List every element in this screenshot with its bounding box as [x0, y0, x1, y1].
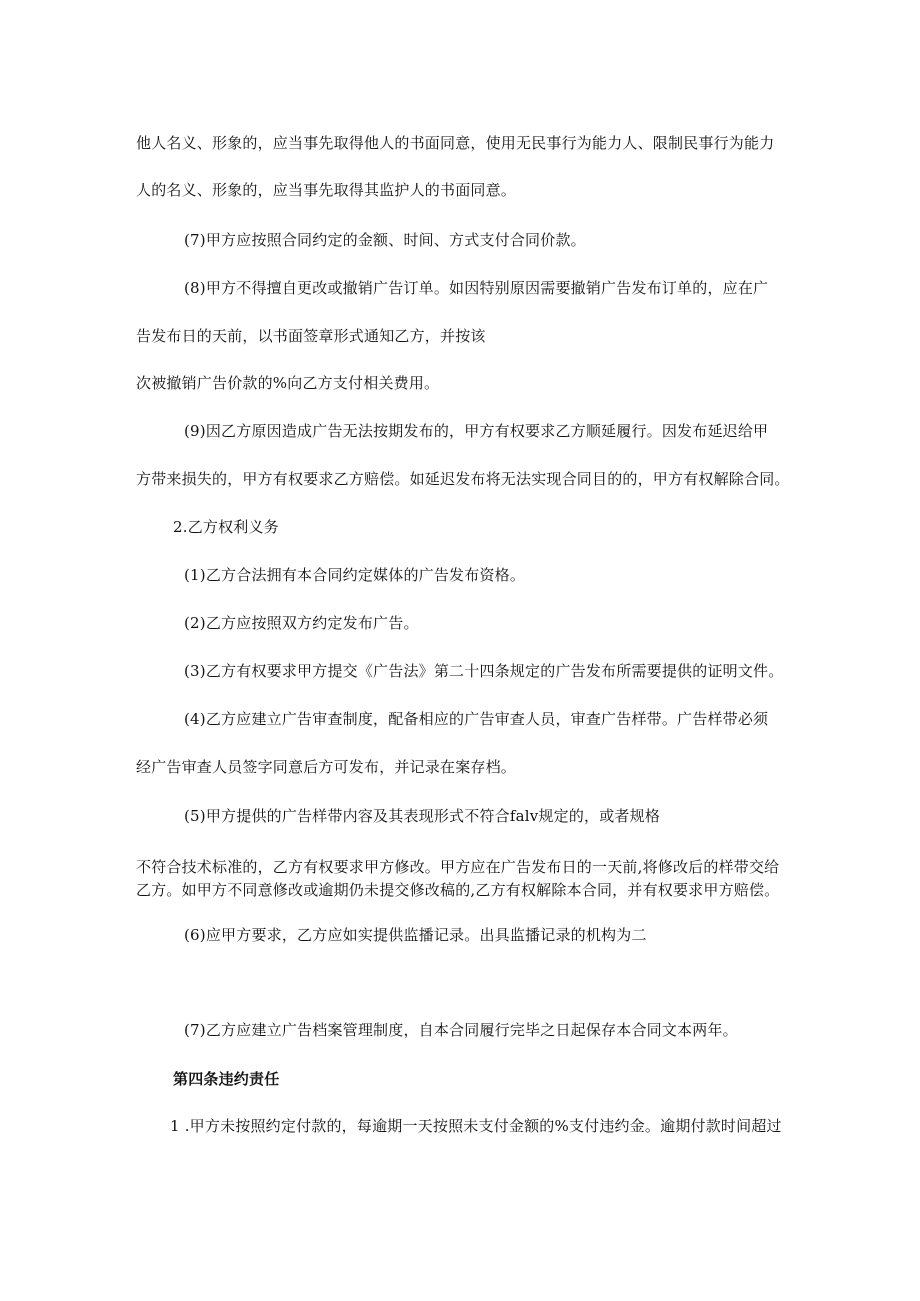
- text-line: (1)乙方合法拥有本合同约定媒体的广告发布资格。: [184, 566, 526, 584]
- text-line: (4)乙方应建立广告审查制度，配备相应的广告审查人员，审查广告样带。广告样带必须: [184, 710, 769, 728]
- text-line: (3)乙方有权要求甲方提交《广告法》第二十四条规定的广告发布所需要提供的证明文件。: [184, 662, 784, 680]
- text-line: (7)乙方应建立广告档案管理制度，自本合同履行完毕之日起保存本合同文本两年。: [184, 1021, 738, 1039]
- text-line: 他人名义、形象的，应当事先取得他人的书面同意，使用无民事行为能力人、限制民事行为能力: [136, 134, 775, 152]
- text-line: (6)应甲方要求，乙方应如实提供监播记录。出具监播记录的机构为二: [184, 926, 647, 944]
- text-line: (8)甲方不得擅自更改或撤销广告订单。如因特别原因需要撤销广告发布订单的，应在广: [184, 279, 769, 297]
- text-line: (7)甲方应按照合同约定的金额、时间、方式支付合同价款。: [184, 231, 586, 249]
- text-line: 人的名义、形象的，应当事先取得其监护人的书面同意。: [136, 181, 517, 199]
- text-line: 经广告审查人员签字同意后方可发布，并记录在案存档。: [136, 758, 517, 776]
- text-line: 不符合技术标准的，乙方有权要求甲方修改。甲方应在广告发布日的一天前,将修改后的样带交给: [136, 858, 780, 876]
- text-line: 方带来损失的，甲方有权要求乙方赔偿。如延迟发布将无法实现合同目的的，甲方有权解除合同。: [136, 470, 790, 488]
- text-line: 乙方。如甲方不同意修改或逾期仍未提交修改稿的,乙方有权解除本合同，并有权要求甲方赔偿。: [136, 881, 780, 899]
- text-line: 1 .甲方未按照约定付款的，每逾期一天按照未支付金额的%支付违约金。逾期付款时间超过: [170, 1117, 782, 1135]
- text-line: 次被撤销广告价款的%向乙方支付相关费用。: [136, 374, 440, 392]
- text-line: (9)因乙方原因造成广告无法按期发布的，甲方有权要求乙方顺延履行。因发布延迟给甲: [184, 422, 769, 440]
- text-line: (5)甲方提供的广告样带内容及其表现形式不符合falv规定的，或者规格: [184, 807, 661, 825]
- text-line: 告发布日的天前，以书面签章形式通知乙方，并按该: [136, 327, 486, 345]
- text-line: (2)乙方应按照双方约定发布广告。: [184, 614, 419, 632]
- section-heading: 2.乙方权利义务: [173, 518, 279, 536]
- article-heading: 第四条违约责任: [173, 1070, 280, 1088]
